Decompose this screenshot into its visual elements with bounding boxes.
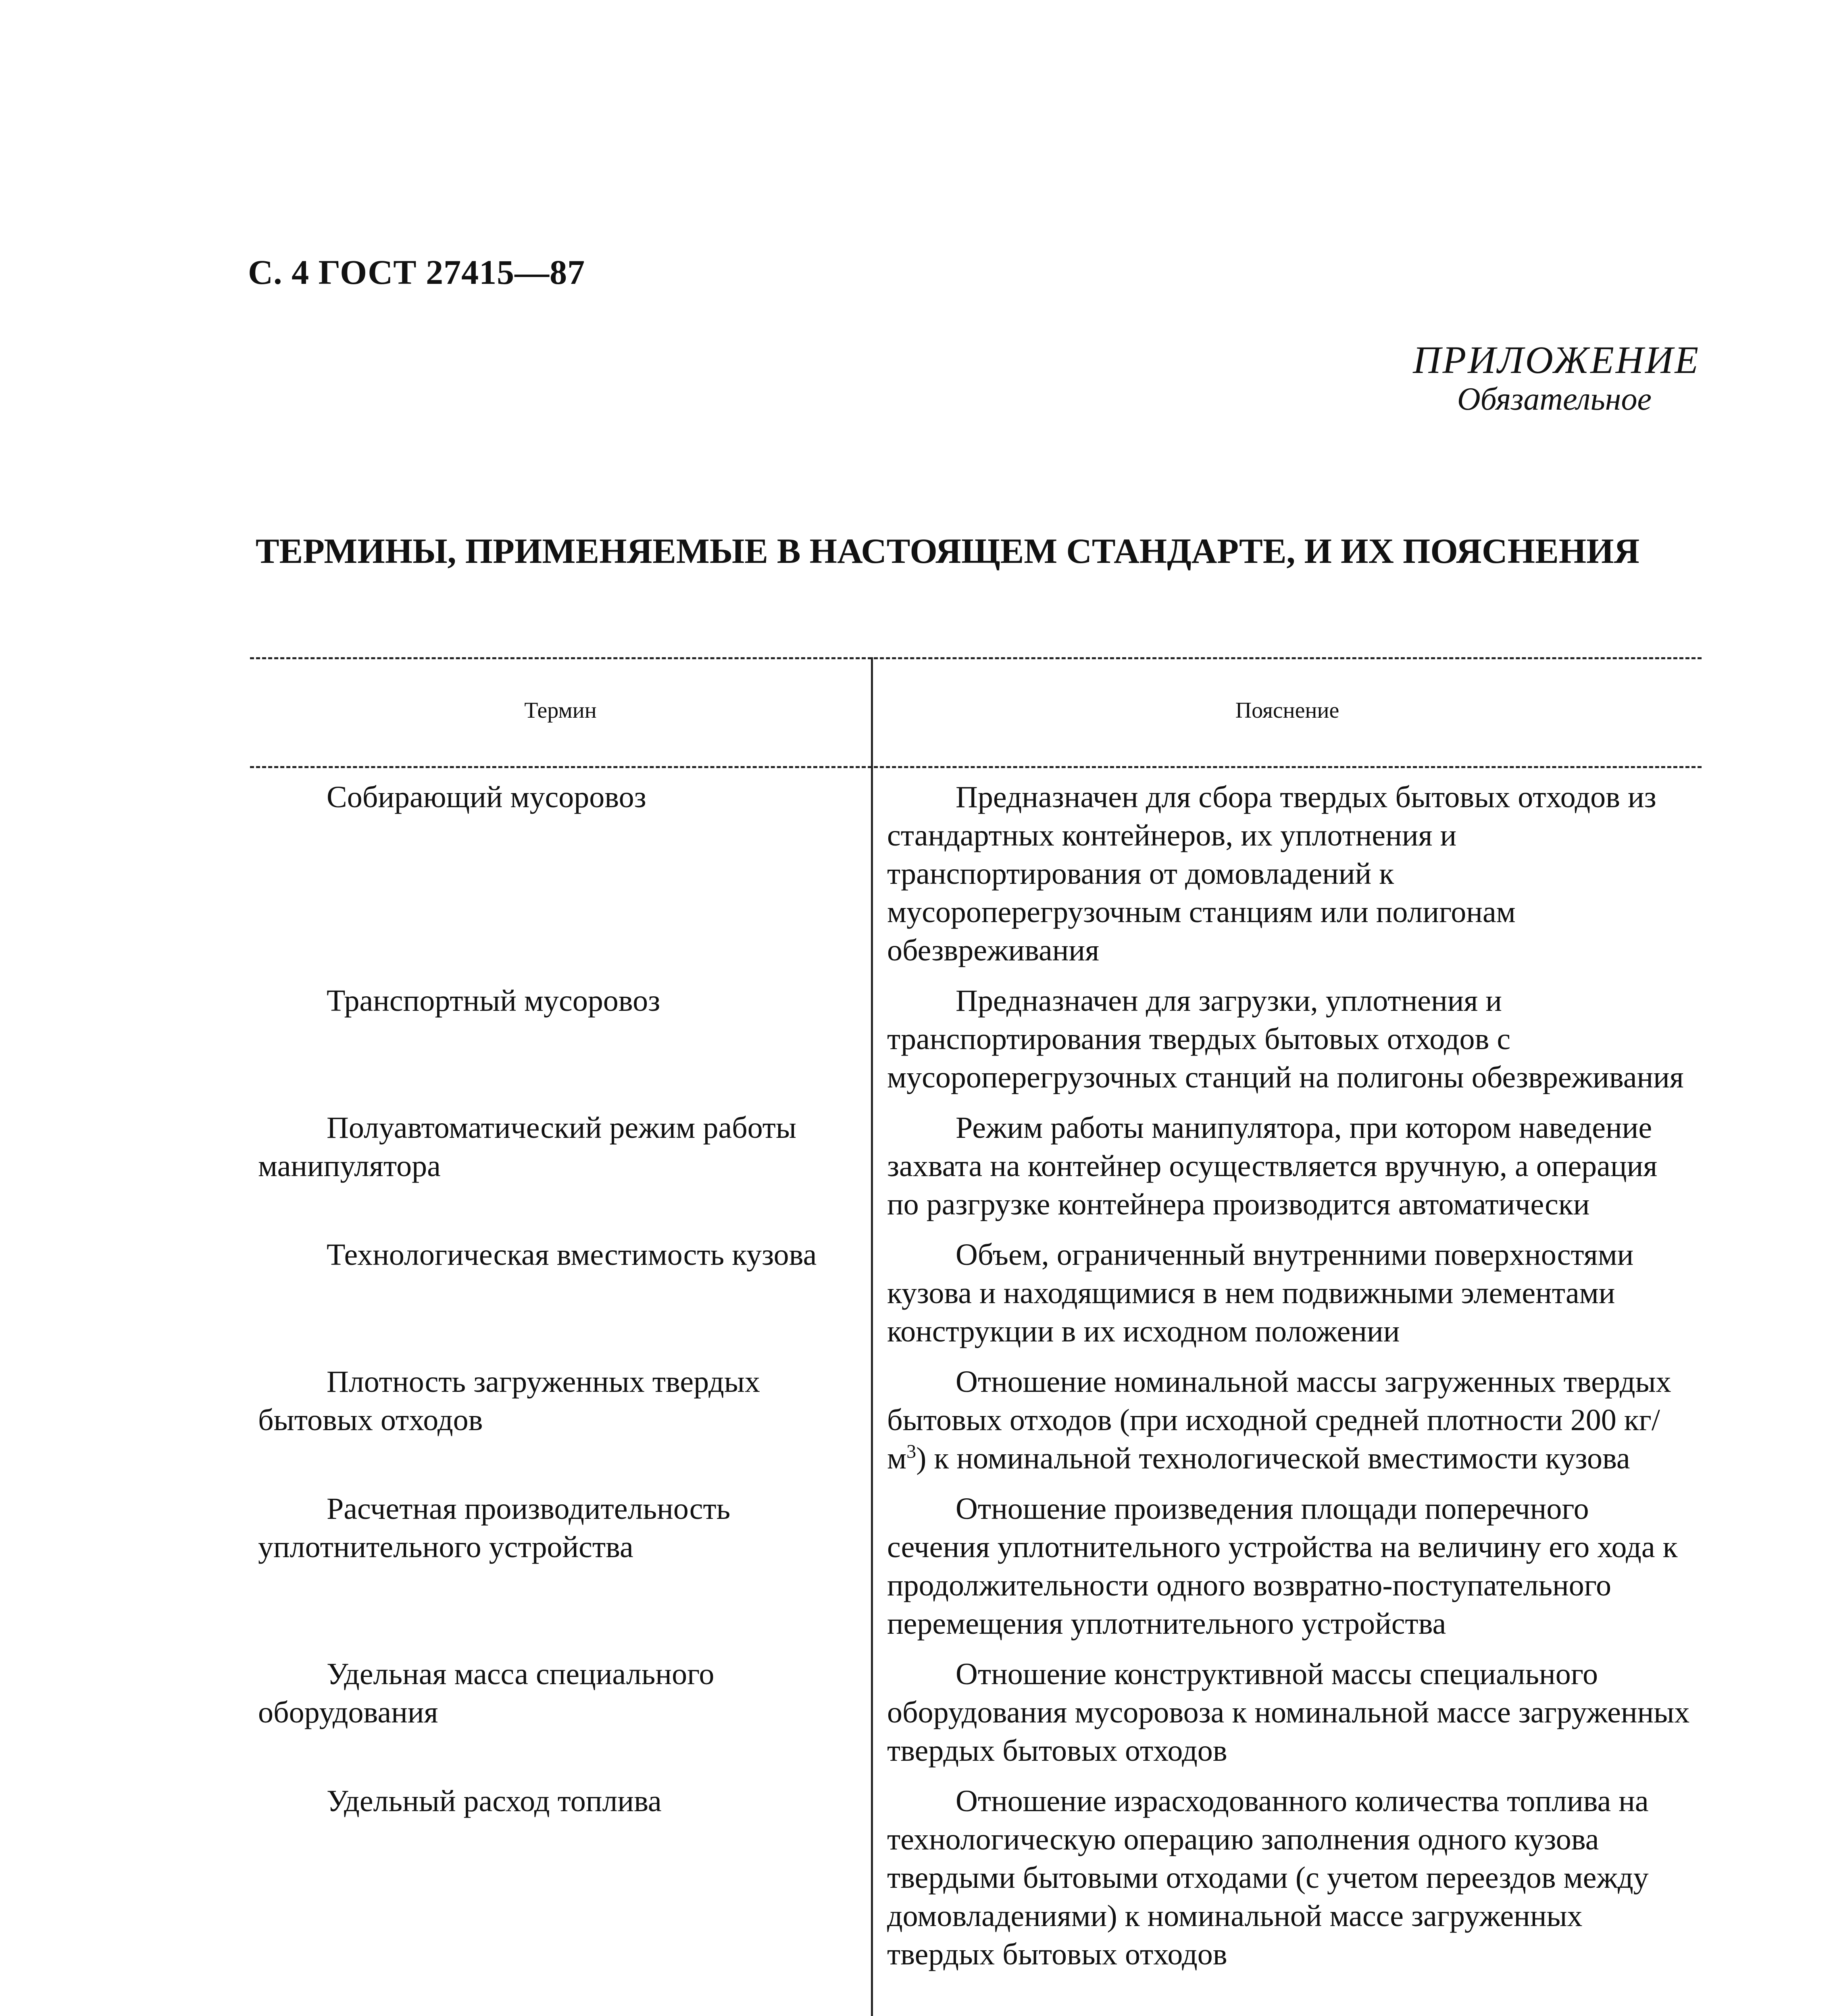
header-explanation: Пояснение [1235, 698, 1339, 723]
table-row [250, 1109, 1702, 1224]
explanation-cell: Режим работы манипулятора, при котором наведение захвата на контейнер осуществляется вручную, а операция по разгрузке контейнера производится автоматически [887, 1111, 1658, 1221]
superscript-exponent: 3 [906, 1441, 917, 1462]
header-term: Термин [524, 698, 597, 723]
term-cell: Транспортный мусоровоз [327, 984, 660, 1018]
table-row [250, 1236, 1702, 1351]
table-top-rule [250, 657, 1702, 659]
term-cell: Удельный расход топлива [327, 1784, 662, 1818]
explanation-cell: Отношение произведения площади поперечного сечения уплотнительного устройства на величину его хода к продолжительности одного возвратно-поступательного перемещения уплотнительного устройства [887, 1492, 1678, 1641]
appendix-subtitle: Обязательное [1457, 381, 1652, 417]
term-cell: Собирающий мусоровоз [327, 780, 646, 814]
term-cell: Удельная масса специального оборудования [258, 1657, 714, 1729]
explanation-cell: Отношение конструктивной массы специального оборудования мусоровоза к номинальной массе загруженных твердых бытовых отходов [887, 1657, 1690, 1768]
explanation-text: Отношение номинальной массы загруженных твердых бытовых отходов (при исходной средней плотности 200 кг/м [887, 1365, 1671, 1475]
term-cell: Плотность загруженных твердых бытовых отходов [258, 1365, 760, 1437]
table-row [250, 1363, 1702, 1478]
explanation-text: ) к номинальной технологической вместимости кузова [916, 1441, 1630, 1475]
term-cell: Технологическая вместимость кузова [327, 1238, 817, 1272]
table-header-rule [250, 766, 1702, 768]
table-row [250, 1782, 1702, 1974]
term-cell: Расчетная производительность уплотнительного устройства [258, 1492, 731, 1564]
explanation-cell: Предназначен для загрузки, уплотнения и транспортирования твердых бытовых отходов с мусороперегрузочных станций на полигоны обезвреживания [887, 984, 1684, 1094]
table-row [250, 1490, 1702, 1643]
explanation-cell [871, 1363, 1702, 1478]
appendix-label [1413, 339, 1700, 417]
table-body [250, 778, 1702, 1986]
table-row [250, 982, 1702, 1097]
explanation-cell: Предназначен для сбора твердых бытовых отходов из стандартных контейнеров, их уплотнения и транспортирования от домовладений к мусороперегрузочным станциям или полигонам обезвреживания [887, 780, 1656, 967]
term-cell: Полуавтоматический режим работы манипулятора [258, 1111, 797, 1183]
appendix-title: ПРИЛОЖЕНИЕ [1413, 338, 1700, 381]
document-title: ТЕРМИНЫ, ПРИМЕНЯЕМЫЕ В НАСТОЯЩЕМ СТАНДАРТЕ, И ИХ ПОЯСНЕНИЯ [255, 532, 1640, 571]
explanation-cell: Отношение израсходованного количества топлива на технологическую операцию заполнения одного кузова твердыми бытовыми отходами (с учетом переездов между домовладениями) к номинальной массе загруженных твердых бытовых отходов [887, 1784, 1649, 1971]
table-row [250, 1655, 1702, 1770]
explanation-cell: Объем, ограниченный внутренними поверхностями кузова и находящимися в нем подвижными элементами конструкции в их исходном положении [887, 1238, 1634, 1348]
page-header: С. 4 ГОСТ 27415—87 [248, 253, 585, 292]
terms-table [250, 657, 1702, 2016]
table-row [250, 778, 1702, 970]
